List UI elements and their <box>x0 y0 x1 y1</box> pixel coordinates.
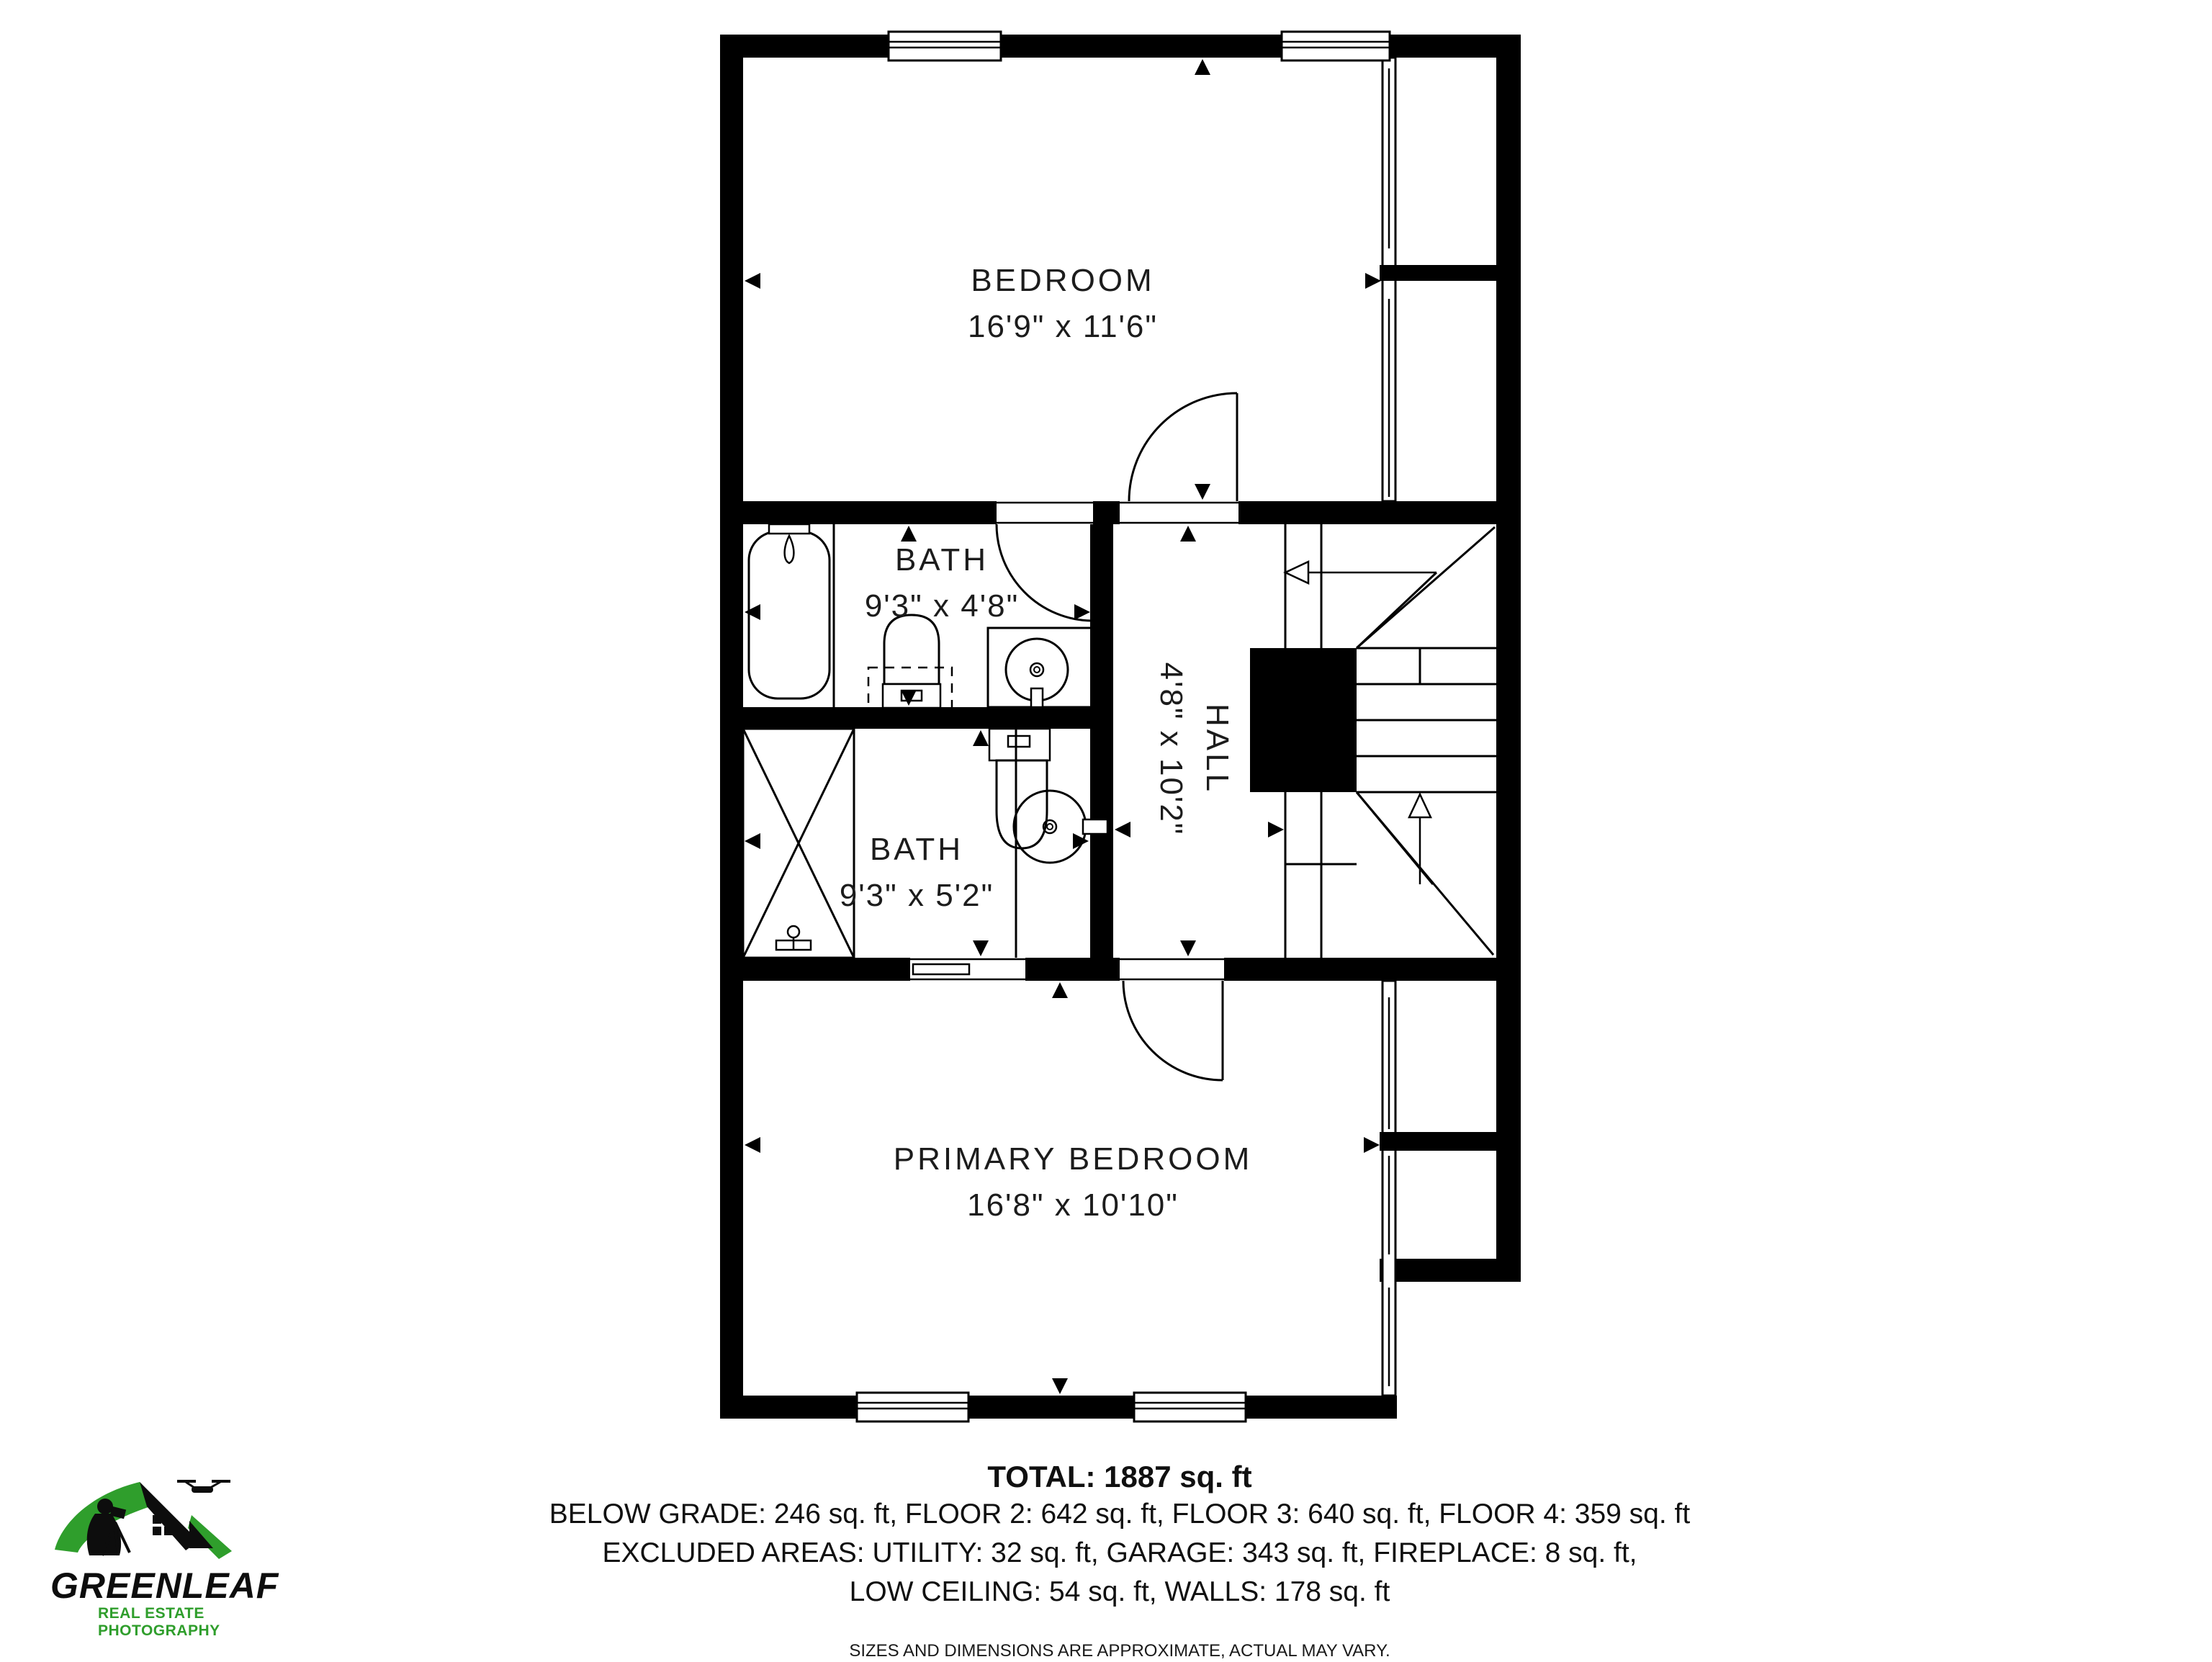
roof-icon <box>55 1482 232 1559</box>
room-dimensions: 4'8" x 10'2" <box>1154 662 1189 836</box>
toilet <box>989 729 1050 848</box>
wall-bottom <box>720 1396 1397 1419</box>
wall-baths-divider <box>720 707 1113 729</box>
window <box>889 32 1001 60</box>
disclaimer-text: SIZES AND DIMENSIONS ARE APPROXIMATE, ACTUAL MAY VARY. <box>849 1641 1390 1661</box>
room-label-bedroom <box>968 260 1158 348</box>
stair-down-arrow <box>1285 562 1437 583</box>
excluded-areas: EXCLUDED AREAS: UTILITY: 32 sq. ft, GARAGE: 343 sq. ft, FIREPLACE: 8 sq. ft, <box>602 1537 1637 1568</box>
room-dimensions: 16'9" x 11'6" <box>967 309 1159 344</box>
drone-icon <box>177 1480 230 1493</box>
room-name: BATH <box>894 542 989 578</box>
stair-void <box>1250 648 1357 792</box>
pocket-door <box>913 964 969 974</box>
sink <box>988 628 1094 707</box>
greenleaf-logo <box>50 1478 279 1640</box>
stair-up-arrow <box>1409 794 1431 884</box>
room-name: HALL <box>1200 703 1235 795</box>
total-area: TOTAL: 1887 sq. ft <box>987 1460 1252 1493</box>
primary-bedroom-door <box>1123 981 1223 1080</box>
bedroom-door <box>1129 393 1237 501</box>
room-dimensions: 9'3" x 4'8" <box>864 588 1020 624</box>
logo-tagline-text: REAL ESTATE PHOTOGRAPHY <box>98 1605 220 1639</box>
room-dimensions: 16'8" x 10'10" <box>967 1187 1179 1223</box>
logo-brand-text: GREENLEAF <box>50 1566 279 1606</box>
floor-areas: BELOW GRADE: 246 sq. ft, FLOOR 2: 642 sq. ft, FLOOR 3: 640 sq. ft, FLOOR 4: 359 sq. ft <box>549 1499 1691 1530</box>
wall-top <box>720 35 1521 58</box>
wall-right <box>1496 35 1521 1282</box>
footer-area-summary <box>0 1459 2212 1662</box>
window <box>1134 1393 1246 1421</box>
room-label-bath-upper <box>865 539 1019 627</box>
window-wall-right <box>1380 58 1400 1396</box>
wall-bath-hall <box>1090 524 1113 958</box>
room-dimensions: 9'3" x 5'2" <box>839 878 994 913</box>
bathtub <box>749 524 830 699</box>
staircase <box>1250 524 1496 958</box>
room-label-bath-lower <box>840 829 994 917</box>
room-name: PRIMARY BEDROOM <box>893 1141 1253 1177</box>
room-label-hall <box>1150 662 1238 836</box>
window <box>857 1393 968 1421</box>
logo-graphic <box>50 1478 252 1564</box>
excluded-areas-continued: LOW CEILING: 54 sq. ft, WALLS: 178 sq. ft <box>849 1576 1390 1607</box>
room-name: BEDROOM <box>971 263 1155 298</box>
wall-right-step <box>1380 1259 1521 1282</box>
room-label-primary-bedroom <box>894 1138 1252 1226</box>
room-name: BATH <box>869 832 964 867</box>
window <box>1282 32 1390 60</box>
